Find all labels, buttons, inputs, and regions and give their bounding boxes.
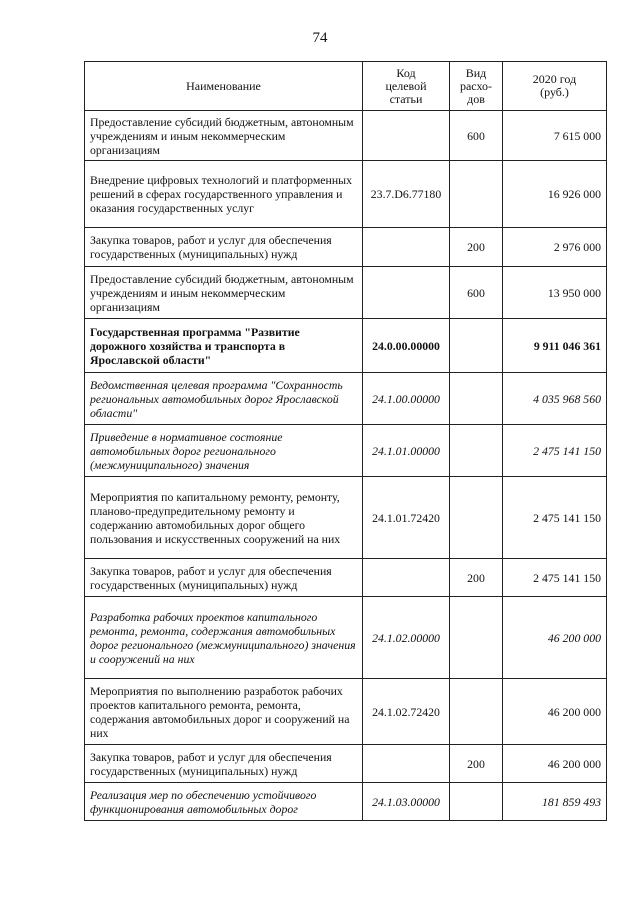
budget-table <box>84 61 607 821</box>
cell-name: Закупка товаров, работ и услуг для обеспечения государственных (муниципальных) нужд <box>85 228 363 267</box>
cell-amount: 2 475 141 150 <box>503 559 607 597</box>
table-row <box>85 679 607 745</box>
cell-name: Предоставление субсидий бюджетным, автономным учреждениям и иным некоммерческим организациям <box>85 267 363 319</box>
cell-type <box>450 477 503 559</box>
cell-code <box>363 228 450 267</box>
cell-code: 24.1.02.00000 <box>363 597 450 679</box>
cell-code <box>363 559 450 597</box>
header-code: Код целевой статьи <box>363 62 450 111</box>
header-type: Вид расхо-дов <box>450 62 503 111</box>
cell-name: Закупка товаров, работ и услуг для обеспечения государственных (муниципальных) нужд <box>85 745 363 783</box>
cell-code: 24.1.01.00000 <box>363 425 450 477</box>
cell-amount: 4 035 968 560 <box>503 373 607 425</box>
cell-amount: 2 976 000 <box>503 228 607 267</box>
cell-type <box>450 319 503 373</box>
cell-type: 600 <box>450 111 503 161</box>
cell-amount: 46 200 000 <box>503 745 607 783</box>
cell-code: 23.7.D6.77180 <box>363 161 450 228</box>
cell-type <box>450 373 503 425</box>
cell-name: Закупка товаров, работ и услуг для обеспечения государственных (муниципальных) нужд <box>85 559 363 597</box>
cell-code <box>363 267 450 319</box>
cell-name: Реализация мер по обеспечению устойчивого функционирования автомобильных дорог <box>85 783 363 821</box>
cell-amount: 13 950 000 <box>503 267 607 319</box>
cell-type: 600 <box>450 267 503 319</box>
cell-amount: 9 911 046 361 <box>503 319 607 373</box>
header-amount: 2020 год (руб.) <box>503 62 607 111</box>
cell-name: Разработка рабочих проектов капитального ремонта, ремонта, содержания автомобильных дорог регионального (межмуниципального) значения и сооружений на них <box>85 597 363 679</box>
cell-name: Предоставление субсидий бюджетным, автономным учреждениям и иным некоммерческим организациям <box>85 111 363 161</box>
page-number: 74 <box>312 30 328 46</box>
table-row <box>85 161 607 228</box>
table-row <box>85 559 607 597</box>
cell-type <box>450 161 503 228</box>
cell-type <box>450 597 503 679</box>
table-row <box>85 373 607 425</box>
cell-code: 24.1.03.00000 <box>363 783 450 821</box>
cell-type <box>450 425 503 477</box>
header-name: Наименование <box>85 62 363 111</box>
cell-name: Внедрение цифровых технологий и платформенных решений в сферах государственного управления и оказания государственных услуг <box>85 161 363 228</box>
cell-type <box>450 679 503 745</box>
cell-amount: 2 475 141 150 <box>503 477 607 559</box>
cell-code: 24.1.02.72420 <box>363 679 450 745</box>
cell-code: 24.0.00.00000 <box>363 319 450 373</box>
table-row <box>85 745 607 783</box>
cell-amount: 7 615 000 <box>503 111 607 161</box>
table-row <box>85 267 607 319</box>
table-row <box>85 319 607 373</box>
table-row <box>85 783 607 821</box>
cell-type: 200 <box>450 228 503 267</box>
cell-code <box>363 745 450 783</box>
table-row <box>85 477 607 559</box>
cell-type <box>450 783 503 821</box>
cell-name: Ведомственная целевая программа "Сохранность региональных автомобильных дорог Ярославской области" <box>85 373 363 425</box>
cell-amount: 16 926 000 <box>503 161 607 228</box>
cell-amount: 181 859 493 <box>503 783 607 821</box>
table-row <box>85 425 607 477</box>
table-header-row <box>85 62 607 111</box>
cell-amount: 2 475 141 150 <box>503 425 607 477</box>
cell-type: 200 <box>450 559 503 597</box>
cell-amount: 46 200 000 <box>503 597 607 679</box>
table-row <box>85 597 607 679</box>
cell-amount: 46 200 000 <box>503 679 607 745</box>
table-row <box>85 228 607 267</box>
table-row <box>85 111 607 161</box>
cell-code: 24.1.01.72420 <box>363 477 450 559</box>
cell-code <box>363 111 450 161</box>
cell-name: Мероприятия по выполнению разработок рабочих проектов капитального ремонта, ремонта, содержания автомобильных дорог и сооружений на них <box>85 679 363 745</box>
cell-type: 200 <box>450 745 503 783</box>
cell-code: 24.1.00.00000 <box>363 373 450 425</box>
cell-name: Мероприятия по капитальному ремонту, ремонту, планово-предупредительному ремонту и содержанию автомобильных дорог общего пользования и искусственных сооружений на них <box>85 477 363 559</box>
cell-name: Государственная программа "Развитие дорожного хозяйства и транспорта в Ярославской области" <box>85 319 363 373</box>
cell-name: Приведение в нормативное состояние автомобильных дорог регионального (межмуниципального) значения <box>85 425 363 477</box>
